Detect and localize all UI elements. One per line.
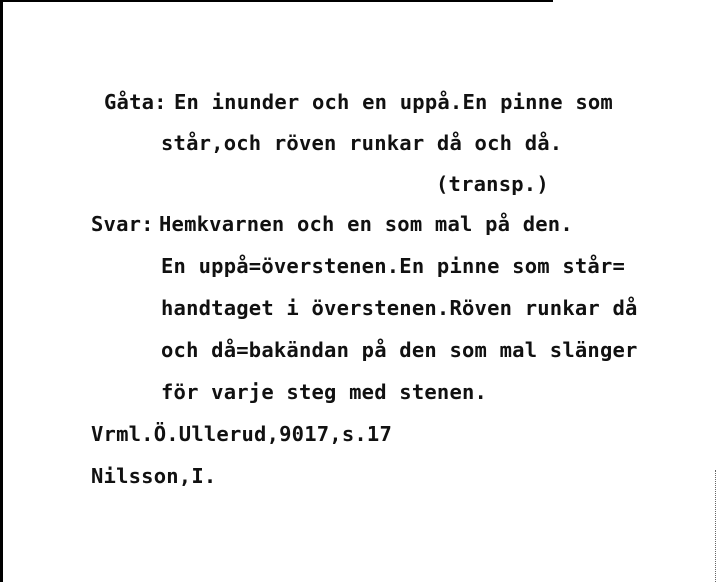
- card-right-edge: [715, 470, 717, 582]
- riddle-text-line-2: står,och röven runkar då och då.: [161, 131, 563, 155]
- card-top-border: [0, 0, 553, 2]
- card-left-border: [0, 0, 3, 582]
- source-reference: Vrml.Ö.Ullerud,9017,s.17: [91, 422, 393, 446]
- riddle-text-line-1: En inunder och en uppå.En pinne som: [174, 90, 613, 114]
- riddle-note: (transp.): [436, 172, 549, 196]
- answer-text-line-1: Hemkvarnen och en som mal på den.: [159, 212, 573, 236]
- answer-text-line-4: och då=bakändan på den som mal slänger: [161, 338, 638, 362]
- answer-text-line-2: En uppå=överstenen.En pinne som står=: [161, 254, 626, 278]
- answer-text-line-3: handtaget i överstenen.Röven runkar då: [161, 296, 638, 320]
- answer-text-line-5: för varje steg med stenen.: [161, 380, 488, 404]
- riddle-label: Gåta:: [104, 90, 167, 114]
- informant-name: Nilsson,I.: [91, 464, 217, 488]
- answer-label: Svar:: [91, 212, 154, 236]
